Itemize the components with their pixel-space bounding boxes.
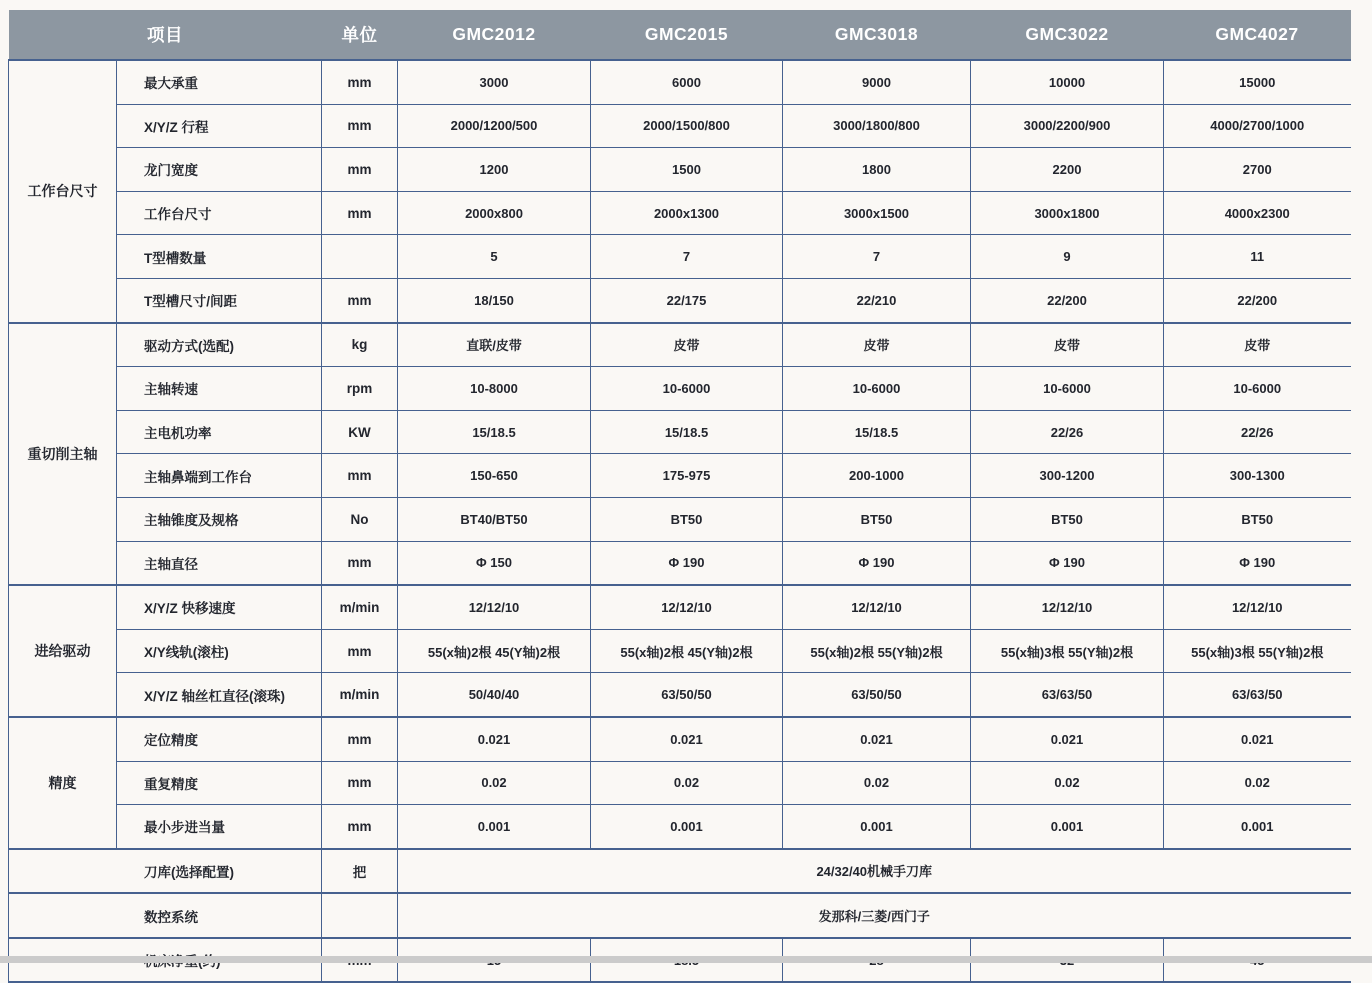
value-cell: Φ 190 xyxy=(591,541,783,585)
unit-cell: mm xyxy=(322,278,398,322)
item-label: 主轴转速 xyxy=(117,367,322,411)
value-cell: 2000x800 xyxy=(398,191,591,235)
value-cell: 0.02 xyxy=(398,761,591,805)
value-cell: 22/210 xyxy=(783,278,971,322)
unit-cell: m/min xyxy=(322,585,398,629)
table-row xyxy=(9,278,1351,322)
table-row xyxy=(9,104,1351,148)
category-cell: 工作台尺寸 xyxy=(9,60,117,323)
value-cell: 22/200 xyxy=(971,278,1164,322)
table-row xyxy=(9,367,1351,411)
value-cell: 3000/2200/900 xyxy=(971,104,1164,148)
value-cell: 1800 xyxy=(783,148,971,192)
table-row xyxy=(9,629,1351,673)
header-model-gmc2012: GMC2012 xyxy=(398,10,591,60)
unit-cell: No xyxy=(322,497,398,541)
item-label: 最小步进当量 xyxy=(117,805,322,849)
value-cell: 0.021 xyxy=(591,717,783,761)
header-item-column: 项目 xyxy=(9,10,322,60)
item-label: 主轴直径 xyxy=(117,541,322,585)
table-row xyxy=(9,497,1351,541)
value-cell: 0.021 xyxy=(398,717,591,761)
value-cell: 63/63/50 xyxy=(971,673,1164,717)
table-row xyxy=(9,585,1351,629)
value-cell: 175-975 xyxy=(591,454,783,498)
value-cell: BT50 xyxy=(783,497,971,541)
item-label: X/Y/Z 行程 xyxy=(117,104,322,148)
header-model-gmc2015: GMC2015 xyxy=(591,10,783,60)
value-cell: 1500 xyxy=(591,148,783,192)
item-label: 主轴锥度及规格 xyxy=(117,497,322,541)
value-cell: 55(x轴)3根 55(Y轴)2根 xyxy=(971,629,1164,673)
item-label: 工作台尺寸 xyxy=(117,191,322,235)
value-cell: 10-6000 xyxy=(1164,367,1351,411)
value-cell: 12/12/10 xyxy=(783,585,971,629)
value-cell: 0.001 xyxy=(783,805,971,849)
table-row xyxy=(9,454,1351,498)
unit-cell: m/min xyxy=(322,673,398,717)
value-cell: 50/40/40 xyxy=(398,673,591,717)
item-label: 龙门宽度 xyxy=(117,148,322,192)
value-cell: 皮带 xyxy=(1164,323,1351,367)
item-label: X/Y/Z 快移速度 xyxy=(117,585,322,629)
table-row xyxy=(9,323,1351,367)
unit-cell: mm xyxy=(322,761,398,805)
value-cell: 55(x轴)2根 45(Y轴)2根 xyxy=(398,629,591,673)
item-label: 最大承重 xyxy=(117,60,322,104)
value-cell: 3000/1800/800 xyxy=(783,104,971,148)
item-label: X/Y线轨(滚柱) xyxy=(117,629,322,673)
value-cell: 10-8000 xyxy=(398,367,591,411)
item-label: 数控系统 xyxy=(9,893,322,938)
value-cell: 150-650 xyxy=(398,454,591,498)
unit-cell: mm xyxy=(322,60,398,104)
bottom-edge-strip xyxy=(0,956,1372,963)
value-cell: 0.001 xyxy=(591,805,783,849)
value-cell: 55(x轴)2根 55(Y轴)2根 xyxy=(783,629,971,673)
unit-cell: mm xyxy=(322,541,398,585)
value-cell: 55(x轴)3根 55(Y轴)2根 xyxy=(1164,629,1351,673)
table-row xyxy=(9,717,1351,761)
value-cell: 63/50/50 xyxy=(783,673,971,717)
value-cell: 7 xyxy=(591,235,783,279)
value-cell: 0.001 xyxy=(971,805,1164,849)
value-cell: Φ 150 xyxy=(398,541,591,585)
unit-cell: KW xyxy=(322,410,398,454)
table-row xyxy=(9,805,1351,849)
item-label: 主轴鼻端到工作台 xyxy=(117,454,322,498)
value-cell: 4000x2300 xyxy=(1164,191,1351,235)
item-label: 刀库(选择配置) xyxy=(9,849,322,894)
value-cell: 15/18.5 xyxy=(398,410,591,454)
unit-cell: mm xyxy=(322,717,398,761)
item-label: T型槽数量 xyxy=(117,235,322,279)
value-cell: 3000x1800 xyxy=(971,191,1164,235)
value-cell: 0.02 xyxy=(1164,761,1351,805)
unit-cell: kg xyxy=(322,323,398,367)
unit-cell: mm xyxy=(322,629,398,673)
unit-cell xyxy=(322,893,398,938)
value-cell: 7 xyxy=(783,235,971,279)
item-label: X/Y/Z 轴丝杠直径(滚珠) xyxy=(117,673,322,717)
table-row xyxy=(9,673,1351,717)
value-cell: 0.02 xyxy=(971,761,1164,805)
value-cell: 1200 xyxy=(398,148,591,192)
value-cell: 9 xyxy=(971,235,1164,279)
value-cell: 0.021 xyxy=(971,717,1164,761)
value-cell: 10-6000 xyxy=(591,367,783,411)
machine-spec-table xyxy=(8,10,1351,983)
table-row xyxy=(9,148,1351,192)
value-cell: 15/18.5 xyxy=(591,410,783,454)
value-cell: 63/50/50 xyxy=(591,673,783,717)
value-cell: 皮带 xyxy=(783,323,971,367)
category-cell: 进给驱动 xyxy=(9,585,117,717)
value-cell: 4000/2700/1000 xyxy=(1164,104,1351,148)
value-cell: Φ 190 xyxy=(1164,541,1351,585)
value-cell: 0.021 xyxy=(783,717,971,761)
value-cell: 0.001 xyxy=(398,805,591,849)
table-row xyxy=(9,893,1351,938)
unit-cell: 把 xyxy=(322,849,398,894)
value-cell: 6000 xyxy=(591,60,783,104)
value-cell: 3000 xyxy=(398,60,591,104)
unit-cell: mm xyxy=(322,191,398,235)
value-cell: 22/175 xyxy=(591,278,783,322)
value-cell: BT50 xyxy=(971,497,1164,541)
unit-cell xyxy=(322,235,398,279)
unit-cell: mm xyxy=(322,454,398,498)
value-cell: 10-6000 xyxy=(783,367,971,411)
value-cell: 15/18.5 xyxy=(783,410,971,454)
value-cell: 0.021 xyxy=(1164,717,1351,761)
value-cell: 12/12/10 xyxy=(1164,585,1351,629)
value-cell: BT50 xyxy=(591,497,783,541)
item-label: 重复精度 xyxy=(117,761,322,805)
value-cell: 2000/1200/500 xyxy=(398,104,591,148)
value-cell: 22/26 xyxy=(971,410,1164,454)
value-cell: 11 xyxy=(1164,235,1351,279)
value-cell: 0.001 xyxy=(1164,805,1351,849)
merged-value-cell: 发那科/三菱/西门子 xyxy=(398,893,1351,938)
value-cell: 皮带 xyxy=(591,323,783,367)
value-cell: 5 xyxy=(398,235,591,279)
value-cell: 9000 xyxy=(783,60,971,104)
value-cell: 300-1200 xyxy=(971,454,1164,498)
table-row xyxy=(9,191,1351,235)
item-label: 主电机功率 xyxy=(117,410,322,454)
value-cell: 3000x1500 xyxy=(783,191,971,235)
unit-cell: rpm xyxy=(322,367,398,411)
value-cell: BT50 xyxy=(1164,497,1351,541)
value-cell: 55(x轴)2根 45(Y轴)2根 xyxy=(591,629,783,673)
value-cell: 10-6000 xyxy=(971,367,1164,411)
value-cell: Φ 190 xyxy=(971,541,1164,585)
value-cell: 0.02 xyxy=(591,761,783,805)
category-cell: 精度 xyxy=(9,717,117,849)
header-row xyxy=(9,10,1351,60)
table-row xyxy=(9,761,1351,805)
value-cell: 12/12/10 xyxy=(971,585,1164,629)
unit-cell: mm xyxy=(322,805,398,849)
value-cell: 直联/皮带 xyxy=(398,323,591,367)
value-cell: 2000x1300 xyxy=(591,191,783,235)
value-cell: 22/26 xyxy=(1164,410,1351,454)
value-cell: 200-1000 xyxy=(783,454,971,498)
merged-value-cell: 24/32/40机械手刀库 xyxy=(398,849,1351,894)
category-cell: 重切削主轴 xyxy=(9,323,117,586)
value-cell: 2000/1500/800 xyxy=(591,104,783,148)
value-cell: BT40/BT50 xyxy=(398,497,591,541)
header-model-gmc3018: GMC3018 xyxy=(783,10,971,60)
table-row xyxy=(9,235,1351,279)
table-row xyxy=(9,60,1351,104)
value-cell: 2700 xyxy=(1164,148,1351,192)
value-cell: Φ 190 xyxy=(783,541,971,585)
value-cell: 皮带 xyxy=(971,323,1164,367)
item-label: T型槽尺寸/间距 xyxy=(117,278,322,322)
value-cell: 22/200 xyxy=(1164,278,1351,322)
header-model-gmc3022: GMC3022 xyxy=(971,10,1164,60)
header-unit-column: 单位 xyxy=(322,10,398,60)
value-cell: 300-1300 xyxy=(1164,454,1351,498)
header-model-gmc4027: GMC4027 xyxy=(1164,10,1351,60)
value-cell: 10000 xyxy=(971,60,1164,104)
unit-cell: mm xyxy=(322,104,398,148)
item-label: 驱动方式(选配) xyxy=(117,323,322,367)
value-cell: 15000 xyxy=(1164,60,1351,104)
value-cell: 0.02 xyxy=(783,761,971,805)
value-cell: 12/12/10 xyxy=(398,585,591,629)
item-label: 定位精度 xyxy=(117,717,322,761)
value-cell: 2200 xyxy=(971,148,1164,192)
unit-cell: mm xyxy=(322,148,398,192)
table-row xyxy=(9,849,1351,894)
value-cell: 12/12/10 xyxy=(591,585,783,629)
table-row xyxy=(9,410,1351,454)
table-row xyxy=(9,541,1351,585)
value-cell: 63/63/50 xyxy=(1164,673,1351,717)
value-cell: 18/150 xyxy=(398,278,591,322)
